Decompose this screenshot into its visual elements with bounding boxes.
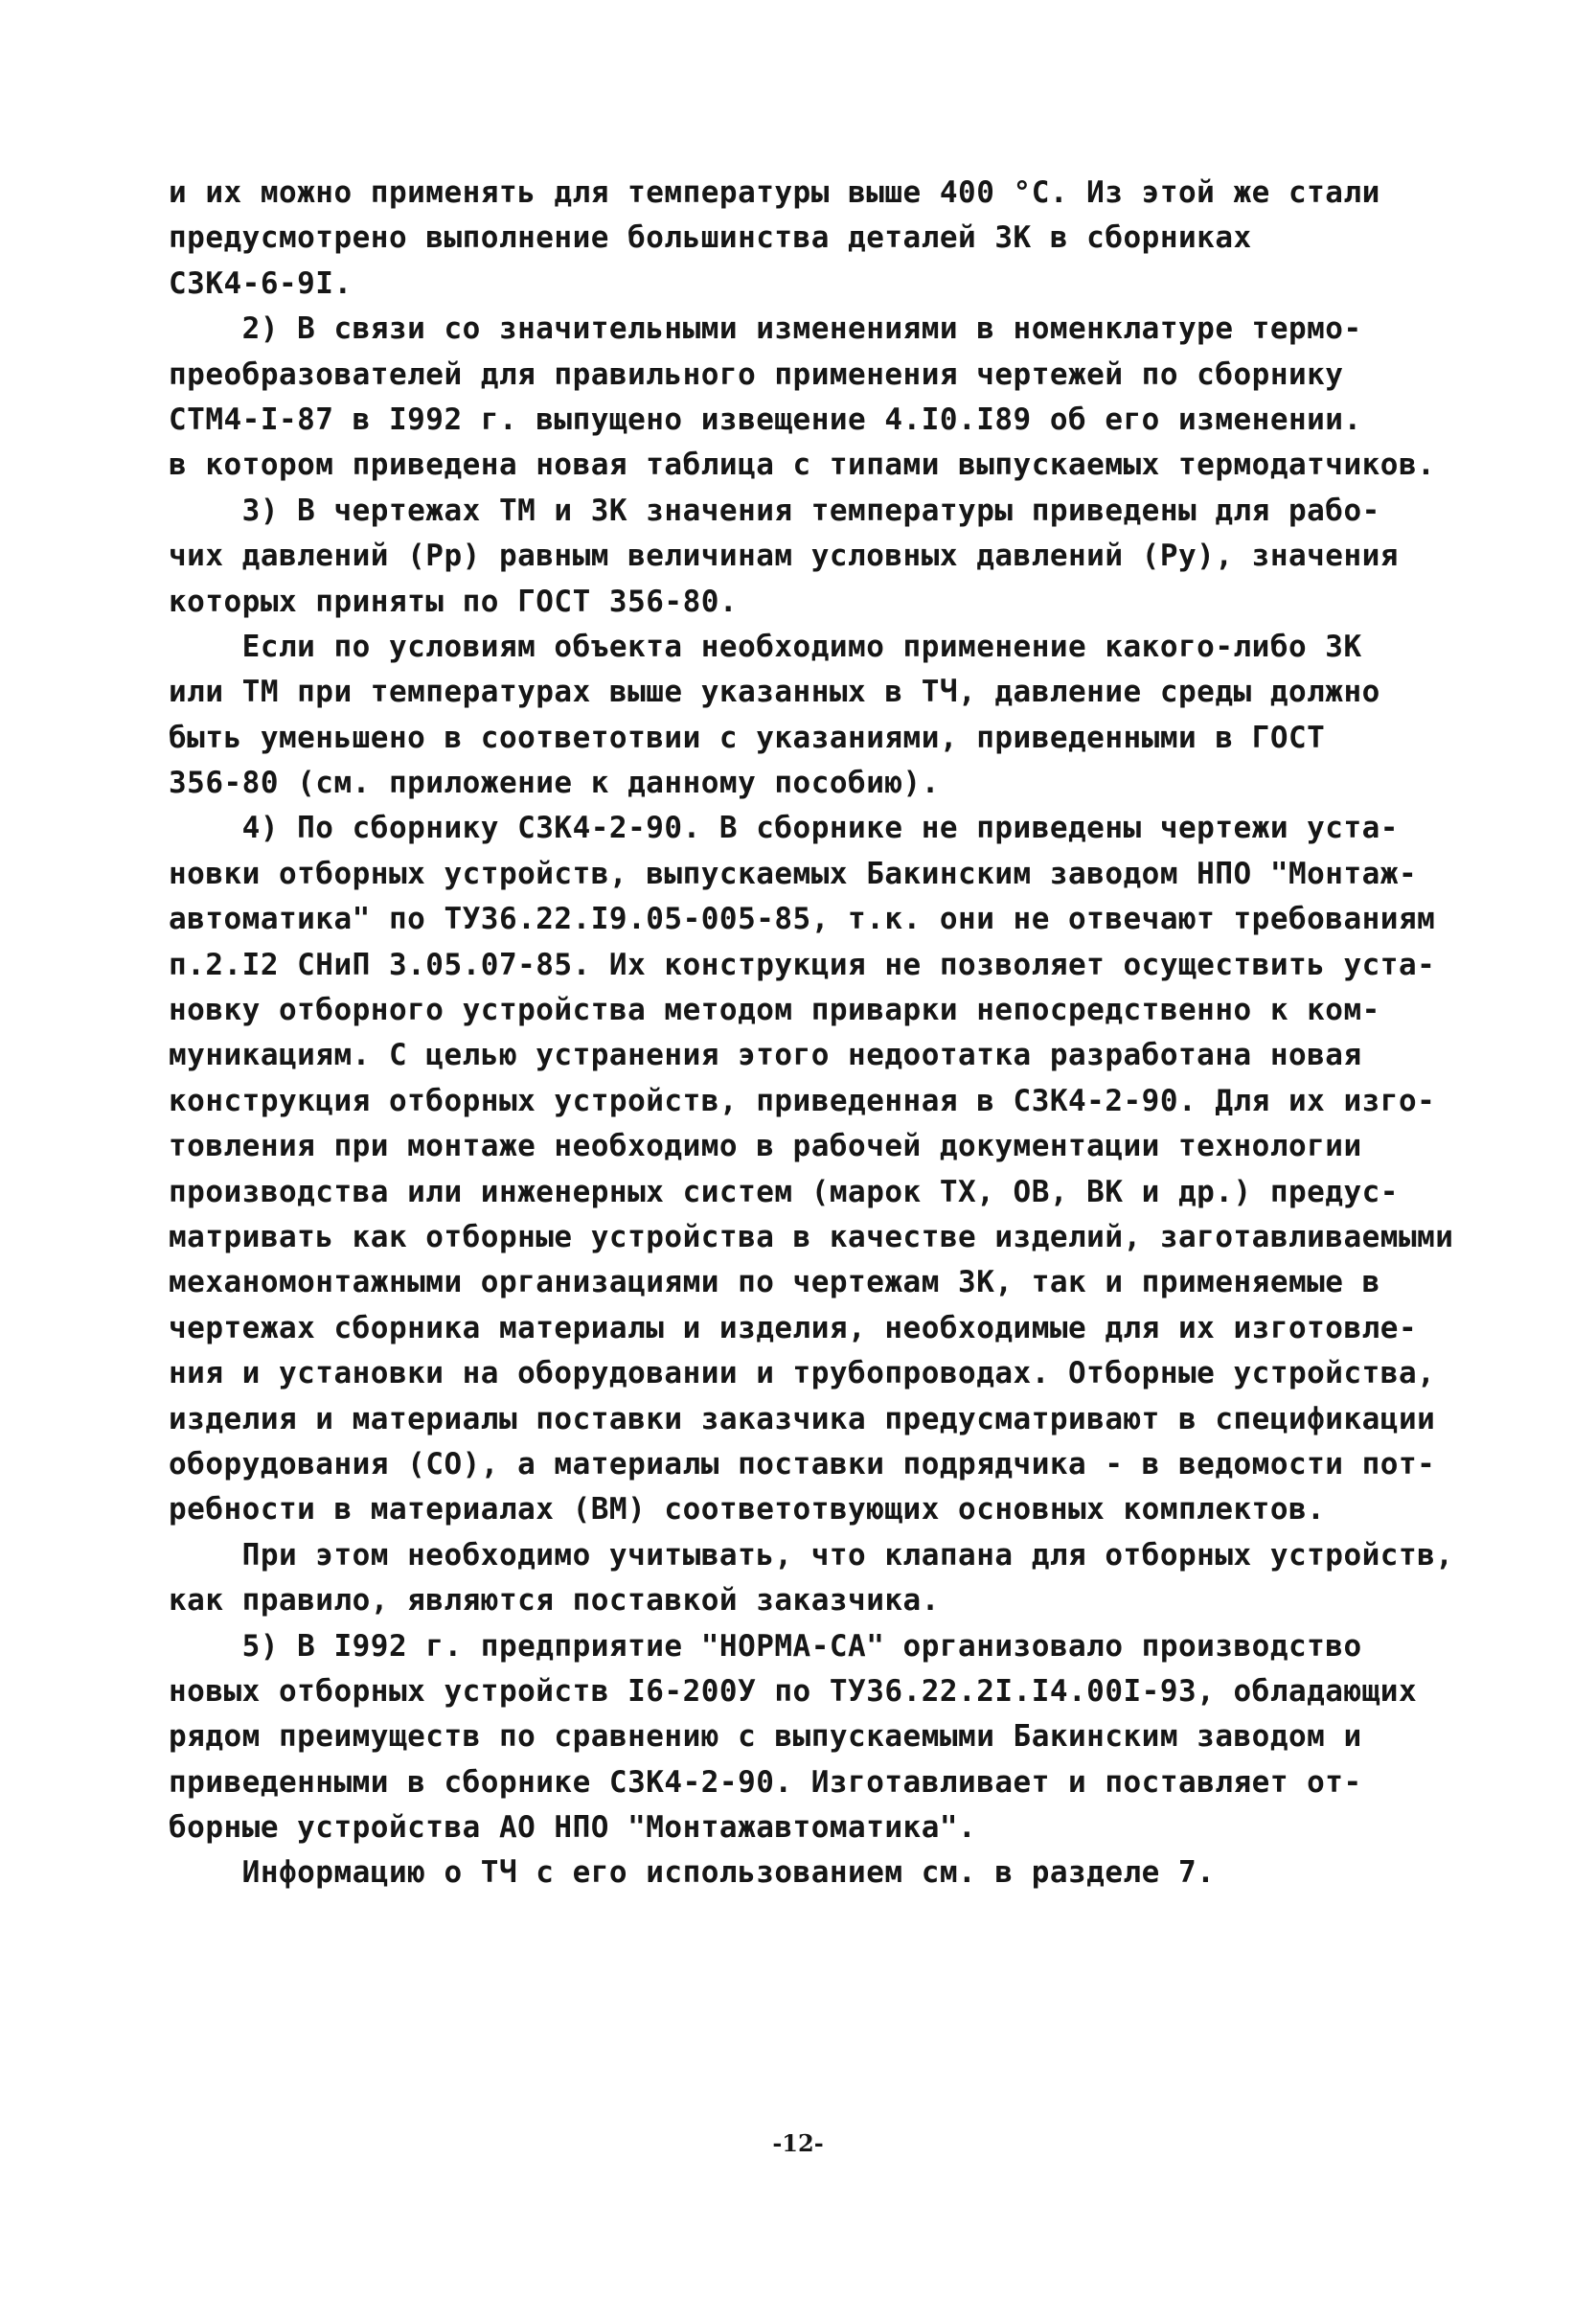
text-line: новку отборного устройства методом приварки непосредственно к ком- <box>169 993 1380 1028</box>
text-line: как правило, являются поставкой заказчика. <box>169 1583 940 1619</box>
text-line: предусмотрено выполнение большинства деталей ЗК в сборниках <box>169 220 1252 256</box>
text-line: 356-80 (см. приложение к данному пособию). <box>169 766 940 801</box>
text-line: новки отборных устройств, выпускаемых Бакинским заводом НПО "Монтаж- <box>169 856 1418 891</box>
text-line: чих давлений (Рр) равным величинам условных давлений (Ру), значения <box>169 539 1399 574</box>
text-line: Если по условиям объекта необходимо применение какого-либо ЗК <box>169 629 1362 664</box>
text-line: новых отборных устройств I6-200У по ТУ36.22.2I.I4.00I-93, обладающих <box>169 1673 1418 1709</box>
text-line: конструкция отборных устройств, приведенная в СЗК4-2-90. Для их изго- <box>169 1083 1436 1118</box>
text-line: 5) В I992 г. предприятие "НОРМА-СА" организовало производство <box>169 1628 1362 1664</box>
text-line: и их можно применять для температуры выше 400 °С. Из этой же стали <box>169 175 1380 210</box>
text-line: СТМ4-I-87 в I992 г. выпущено извещение 4.I0.I89 об его изменении. <box>169 402 1362 437</box>
text-line: Информацию о ТЧ с его использованием см. в разделе 7. <box>169 1855 1216 1891</box>
text-line: в котором приведена новая таблица с типами выпускаемых термодатчиков. <box>169 448 1436 483</box>
text-line: оборудования (СО), а материалы поставки подрядчика - в ведомости пот- <box>169 1446 1436 1482</box>
text-line: приведенными в сборнике СЗК4-2-90. Изготавливает и поставляет от- <box>169 1764 1362 1800</box>
body-text <box>169 171 1510 1896</box>
text-line: СЗК4-6-9I. <box>169 265 353 301</box>
text-line: ребности в материалах (ВМ) соответотвующих основных комплектов. <box>169 1492 1326 1528</box>
text-line: матривать как отборные устройства в качестве изделий, заготавливаемыми <box>169 1219 1454 1254</box>
text-line: рядом преимуществ по сравнению с выпускаемыми Бакинским заводом и <box>169 1719 1362 1755</box>
text-line: быть уменьшено в соответотвии с указаниями, приведенными в ГОСТ <box>169 720 1326 755</box>
text-line: товления при монтаже необходимо в рабочей документации технологии <box>169 1129 1362 1164</box>
text-line: чертежах сборника материалы и изделия, необходимые для их изготовле- <box>169 1310 1418 1345</box>
text-line: производства или инженерных систем (марок ТХ, ОВ, ВК и др.) предус- <box>169 1174 1399 1209</box>
text-line: изделия и материалы поставки заказчика предусматривают в спецификации <box>169 1401 1436 1436</box>
text-line: муникациям. С целью устранения этого недоотатка разработана новая <box>169 1038 1362 1073</box>
text-line: 2) В связи со значительными изменениями в номенклатуре термо- <box>169 311 1362 347</box>
text-line: 3) В чертежах ТМ и ЗК значения температуры приведены для рабо- <box>169 493 1380 528</box>
text-line: которых приняты по ГОСТ 356-80. <box>169 584 739 619</box>
text-line: преобразователей для правильного применения чертежей по сборнику <box>169 356 1344 392</box>
text-line: 4) По сборнику СЗК4-2-90. В сборнике не приведены чертежи уста- <box>169 811 1399 846</box>
text-line: или ТМ при температурах выше указанных в ТЧ, давление среды должно <box>169 675 1380 710</box>
page-number: -12- <box>772 2129 824 2157</box>
text-line: ния и установки на оборудовании и трубопроводах. Отборные устройства, <box>169 1356 1436 1391</box>
text-line: борные устройства АО НПО "Монтажавтоматика". <box>169 1810 977 1846</box>
text-line: автоматика" по ТУ36.22.I9.05-005-85, т.к. они не отвечают требованиям <box>169 902 1436 937</box>
text-line: механомонтажными организациями по чертежам ЗК, так и применяемые в <box>169 1265 1380 1300</box>
text-line: При этом необходимо учитывать, что клапана для отборных устройств, <box>169 1537 1454 1573</box>
text-line: п.2.I2 СНиП 3.05.07-85. Их конструкция не позволяет осуществить уста- <box>169 947 1436 982</box>
